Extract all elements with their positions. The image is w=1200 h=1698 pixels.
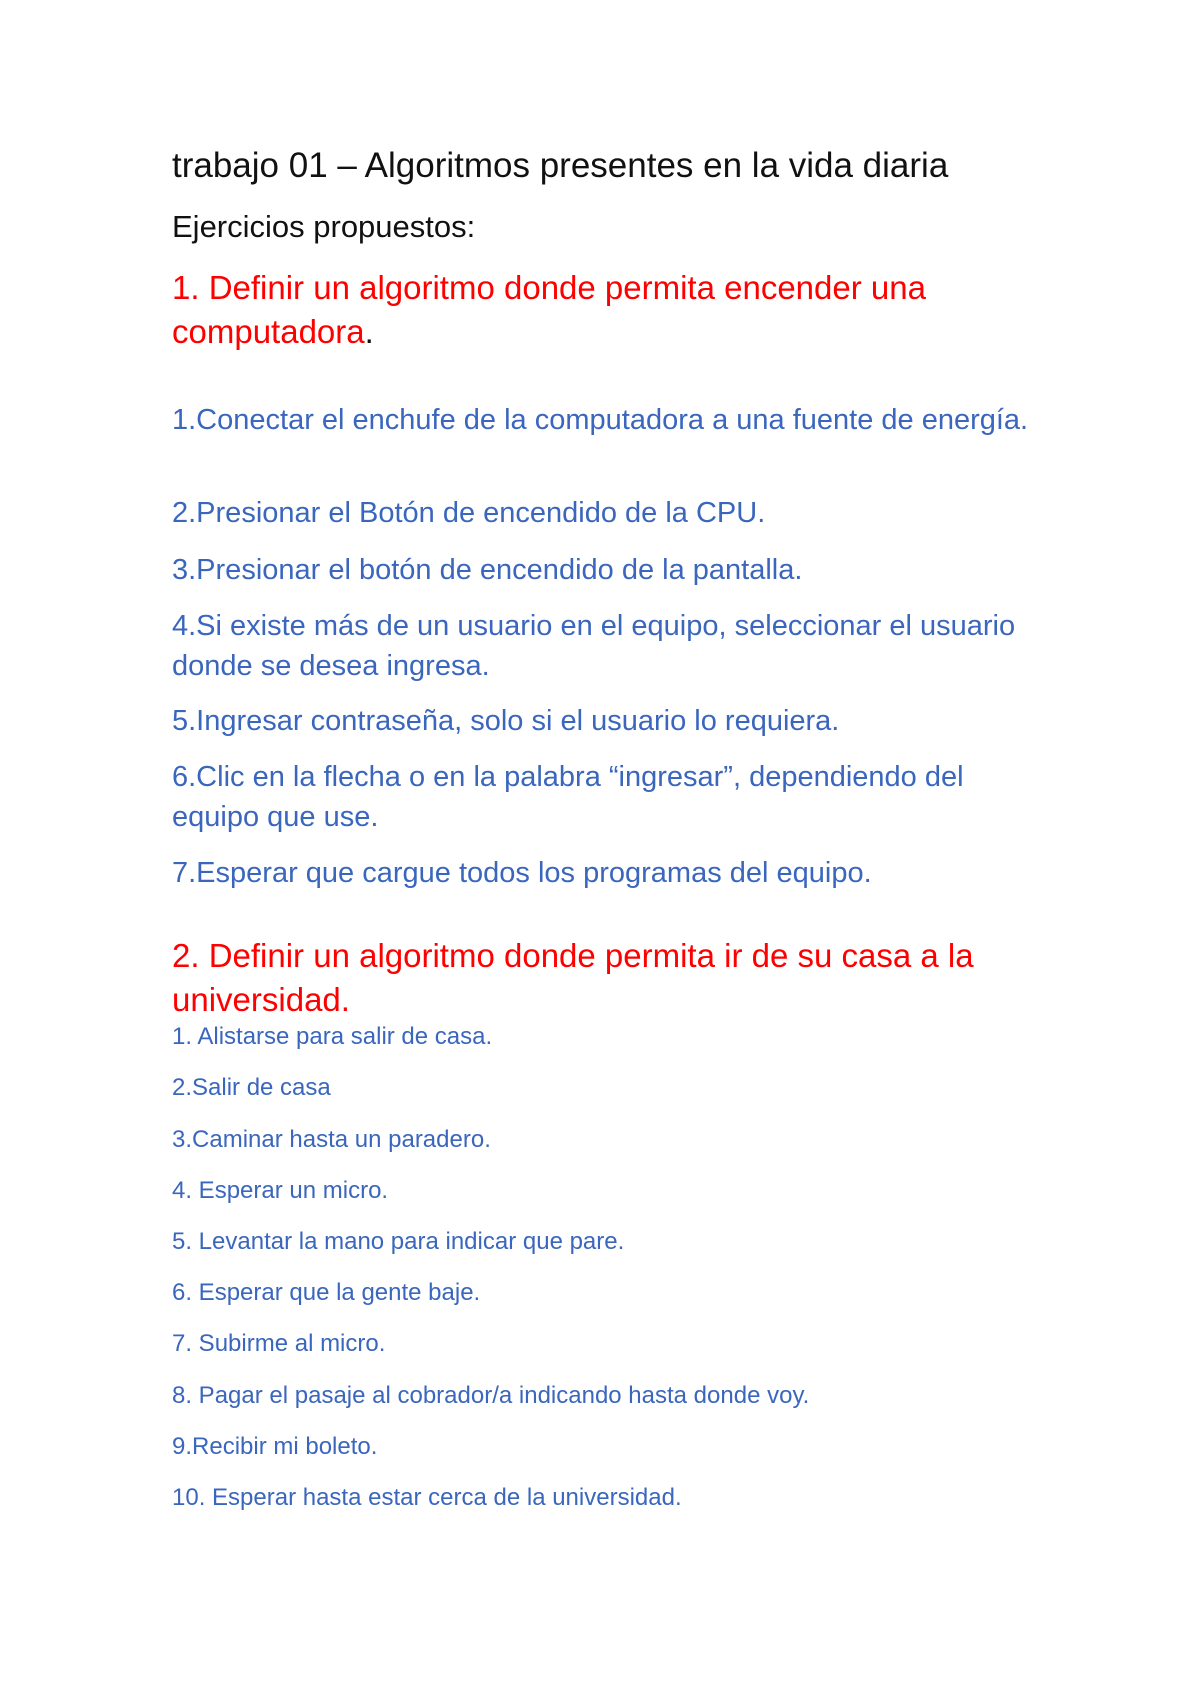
exercise-2-step: 8. Pagar el pasaje al cobrador/a indicando hasta donde voy. [172, 1382, 810, 1409]
exercise-1-heading-text: 1. Definir un algoritmo donde permita encender una computadora [172, 269, 926, 350]
exercise-1-step: 7.Esperar que cargue todos los programas del equipo. [172, 857, 872, 889]
exercise-2-step: 1. Alistarse para salir de casa. [172, 1023, 493, 1050]
exercise-1-step: 6.Clic en la flecha o en la palabra “ingresar”, dependiendo del equipo que use. [172, 761, 964, 833]
exercise-1-step: 5.Ingresar contraseña, solo si el usuario lo requiera. [172, 705, 840, 737]
exercise-1-heading [172, 266, 1032, 354]
exercise-2-step: 3.Caminar hasta un paradero. [172, 1126, 491, 1153]
exercise-1-step: 4.Si existe más de un usuario en el equipo, seleccionar el usuario donde se desea ingresa. [172, 610, 1016, 682]
exercise-2-heading: 2. Definir un algoritmo donde permita ir de su casa a la universidad. [172, 937, 974, 1018]
section-subtitle: Ejercicios propuestos: [172, 209, 476, 244]
exercise-1-step: 3.Presionar el botón de encendido de la pantalla. [172, 554, 803, 586]
exercise-1-step: 1.Conectar el enchufe de la computadora a una fuente de energía. [172, 404, 1029, 436]
exercise-2-step: 4. Esperar un micro. [172, 1177, 389, 1204]
exercise-2-step: 2.Salir de casa [172, 1074, 331, 1101]
exercise-1-heading-period: . [364, 313, 374, 350]
exercise-2-step: 9.Recibir mi boleto. [172, 1433, 378, 1460]
exercise-2-step: 5. Levantar la mano para indicar que pare. [172, 1228, 625, 1255]
exercise-2-step: 7. Subirme al micro. [172, 1330, 386, 1357]
document-title: trabajo 01 – Algoritmos presentes en la vida diaria [172, 146, 949, 185]
exercise-1-step: 2.Presionar el Botón de encendido de la CPU. [172, 497, 766, 529]
exercise-2-step: 10. Esperar hasta estar cerca de la universidad. [172, 1484, 682, 1511]
exercise-2-step: 6. Esperar que la gente baje. [172, 1279, 481, 1306]
